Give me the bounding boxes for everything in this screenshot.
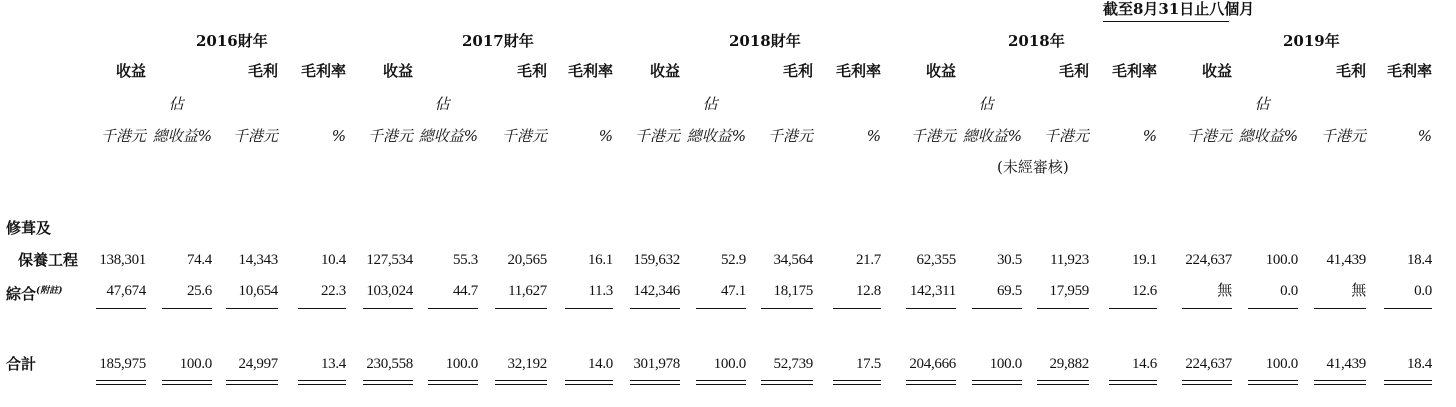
total-double-rule xyxy=(495,380,547,385)
subtotal-rule xyxy=(906,308,956,309)
total-double-rule xyxy=(833,380,881,385)
table-cell: 無 xyxy=(1351,283,1366,299)
table-cell: 14,343 xyxy=(238,252,278,268)
col-unit-share: 總收益% xyxy=(152,127,212,145)
table-cell: 20,565 xyxy=(507,252,547,268)
table-cell: 185,975 xyxy=(99,356,146,372)
table-cell: 0.0 xyxy=(1280,283,1298,299)
table-cell: 18.4 xyxy=(1406,252,1432,268)
table-cell: 224,637 xyxy=(1185,252,1232,268)
total-double-rule xyxy=(1109,380,1157,385)
col-header-gross-margin: 毛利率 xyxy=(567,62,613,80)
table-cell: 30.5 xyxy=(996,252,1022,268)
col-unit-hkd: 千港元 xyxy=(501,127,547,145)
table-cell: 74.4 xyxy=(186,252,212,268)
col-header-share-top: 佔 xyxy=(1254,95,1270,113)
table-cell: 10.4 xyxy=(320,252,346,268)
table-cell: 17,959 xyxy=(1049,283,1089,299)
col-header-revenue: 收益 xyxy=(115,62,146,80)
col-unit-hkd: 千港元 xyxy=(367,127,413,145)
subtotal-rule xyxy=(972,308,1022,309)
table-cell: 41,439 xyxy=(1326,252,1366,268)
subtotal-rule xyxy=(363,308,413,309)
total-double-rule xyxy=(565,380,613,385)
col-header-gross-margin: 毛利率 xyxy=(1386,62,1432,80)
table-cell: 11,923 xyxy=(1050,252,1089,268)
table-cell: 52.9 xyxy=(720,252,746,268)
table-cell: 0.0 xyxy=(1414,283,1432,299)
table-cell: 13.4 xyxy=(320,356,346,372)
table-cell: 301,978 xyxy=(633,356,680,372)
col-header-gross-profit: 毛利 xyxy=(782,62,813,80)
table-cell: 55.3 xyxy=(452,252,478,268)
table-cell: 142,346 xyxy=(633,283,680,299)
col-unit-hkd: 千港元 xyxy=(767,127,813,145)
table-cell: 16.1 xyxy=(587,252,613,268)
col-unit-pct: % xyxy=(1417,127,1432,145)
col-unit-hkd: 千港元 xyxy=(1320,127,1366,145)
table-cell: 19.1 xyxy=(1131,252,1157,268)
subtotal-rule xyxy=(1037,308,1089,309)
col-header-revenue: 收益 xyxy=(925,62,956,80)
table-cell: 52,739 xyxy=(773,356,813,372)
year-2016: 2016財年 xyxy=(196,32,268,50)
col-unit-hkd: 千港元 xyxy=(1186,127,1232,145)
total-double-rule xyxy=(1248,380,1298,385)
table-cell: 11,627 xyxy=(508,283,547,299)
col-unit-share: 總收益% xyxy=(686,127,746,145)
total-double-rule xyxy=(1314,380,1366,385)
total-double-rule xyxy=(696,380,746,385)
col-unit-share: 總收益% xyxy=(962,127,1022,145)
total-double-rule xyxy=(298,380,346,385)
col-header-gross-profit: 毛利 xyxy=(1335,62,1366,80)
table-cell: 14.6 xyxy=(1131,356,1157,372)
caption-underline xyxy=(1103,21,1229,22)
col-header-gross-profit: 毛利 xyxy=(1058,62,1089,80)
col-unit-hkd: 千港元 xyxy=(100,127,146,145)
table-cell: 32,192 xyxy=(507,356,547,372)
subtotal-rule xyxy=(833,308,881,309)
row-label-integrated: 綜合$^{(附註)}$ xyxy=(6,285,63,303)
subtotal-rule xyxy=(1182,308,1232,309)
total-double-rule xyxy=(972,380,1022,385)
total-double-rule xyxy=(906,380,956,385)
year-2018: 2018年 xyxy=(1008,32,1065,50)
table-cell: 12.8 xyxy=(855,283,881,299)
col-header-share-top: 佔 xyxy=(434,95,450,113)
col-header-revenue: 收益 xyxy=(1201,62,1232,80)
table-cell: 34,564 xyxy=(773,252,813,268)
table-cell: 41,439 xyxy=(1326,356,1366,372)
col-unit-pct: % xyxy=(866,127,881,145)
table-cell: 47.1 xyxy=(720,283,746,299)
subtotal-rule xyxy=(696,308,746,309)
table-cell: 100.0 xyxy=(445,356,478,372)
table-cell: 138,301 xyxy=(99,252,146,268)
total-double-rule xyxy=(96,380,146,385)
subtotal-rule xyxy=(1109,308,1157,309)
col-header-share-top: 佔 xyxy=(168,95,184,113)
table-cell: 24,997 xyxy=(238,356,278,372)
subtotal-rule xyxy=(761,308,813,309)
col-header-gross-margin: 毛利率 xyxy=(300,62,346,80)
col-header-gross-margin: 毛利率 xyxy=(1111,62,1157,80)
table-cell: 47,674 xyxy=(106,283,146,299)
table-cell: 11.3 xyxy=(588,283,613,299)
table-cell: 100.0 xyxy=(1265,356,1298,372)
total-double-rule xyxy=(226,380,278,385)
table-cell: 29,882 xyxy=(1049,356,1089,372)
subtotal-rule xyxy=(495,308,547,309)
row-label-repair-line2: 保養工程 xyxy=(18,251,79,269)
subtotal-rule xyxy=(226,308,278,309)
table-cell: 100.0 xyxy=(713,356,746,372)
total-double-rule xyxy=(761,380,813,385)
table-cell: 44.7 xyxy=(452,283,478,299)
table-cell: 22.3 xyxy=(320,283,346,299)
row-label-total: 合計 xyxy=(6,355,37,373)
total-double-rule xyxy=(1037,380,1089,385)
col-unit-share: 總收益% xyxy=(418,127,478,145)
table-cell: 224,637 xyxy=(1185,356,1232,372)
subtotal-rule xyxy=(428,308,478,309)
col-header-gross-profit: 毛利 xyxy=(516,62,547,80)
table-cell: 204,666 xyxy=(909,356,956,372)
col-header-revenue: 收益 xyxy=(649,62,680,80)
table-cell: 無 xyxy=(1217,283,1232,299)
table-cell: 18.4 xyxy=(1406,356,1432,372)
col-unit-share: 總收益% xyxy=(1238,127,1298,145)
subtotal-rule xyxy=(565,308,613,309)
year-2017: 2017財年 xyxy=(462,32,534,50)
table-cell: 10,654 xyxy=(238,283,278,299)
table-cell: 69.5 xyxy=(996,283,1022,299)
table-cell: 100.0 xyxy=(1265,252,1298,268)
table-cell: 100.0 xyxy=(179,356,212,372)
table-cell: 159,632 xyxy=(633,252,680,268)
total-double-rule xyxy=(363,380,413,385)
total-double-rule xyxy=(162,380,212,385)
table-cell: 17.5 xyxy=(855,356,881,372)
col-header-gross-profit: 毛利 xyxy=(247,62,278,80)
subtotal-rule xyxy=(298,308,346,309)
col-unit-pct: % xyxy=(331,127,346,145)
col-unit-pct: % xyxy=(598,127,613,145)
table-cell: 127,534 xyxy=(366,252,413,268)
col-unit-hkd: 千港元 xyxy=(634,127,680,145)
table-cell: 142,311 xyxy=(909,283,956,299)
col-unit-hkd: 千港元 xyxy=(1043,127,1089,145)
table-cell: 21.7 xyxy=(855,252,881,268)
year-2018fy: 2018財年 xyxy=(729,32,801,50)
table-cell: 18,175 xyxy=(773,283,813,299)
total-double-rule xyxy=(630,380,680,385)
subtotal-rule xyxy=(1314,308,1366,309)
col-header-gross-margin: 毛利率 xyxy=(835,62,881,80)
table-cell: 25.6 xyxy=(186,283,212,299)
col-header-share-top: 佔 xyxy=(702,95,718,113)
col-header-revenue: 收益 xyxy=(382,62,413,80)
col-unit-hkd: 千港元 xyxy=(232,127,278,145)
table-cell: 62,355 xyxy=(916,252,956,268)
subtotal-rule xyxy=(630,308,680,309)
row-label-repair-line1: 修葺及 xyxy=(6,219,52,237)
unaudited-note: (未經審核) xyxy=(997,158,1069,176)
table-cell: 230,558 xyxy=(366,356,413,372)
table-cell: 12.6 xyxy=(1131,283,1157,299)
table-cell: 103,024 xyxy=(366,283,413,299)
period-caption: 截至8月31日止八個月 xyxy=(1103,0,1255,18)
year-2019: 2019年 xyxy=(1283,32,1340,50)
subtotal-rule xyxy=(162,308,212,309)
subtotal-rule xyxy=(96,308,146,309)
table-cell: 100.0 xyxy=(989,356,1022,372)
total-double-rule xyxy=(1182,380,1232,385)
subtotal-rule xyxy=(1248,308,1298,309)
subtotal-rule xyxy=(1384,308,1432,309)
total-double-rule xyxy=(1384,380,1432,385)
total-double-rule xyxy=(428,380,478,385)
col-unit-pct: % xyxy=(1142,127,1157,145)
col-unit-hkd: 千港元 xyxy=(910,127,956,145)
table-cell: 14.0 xyxy=(587,356,613,372)
col-header-share-top: 佔 xyxy=(978,95,994,113)
